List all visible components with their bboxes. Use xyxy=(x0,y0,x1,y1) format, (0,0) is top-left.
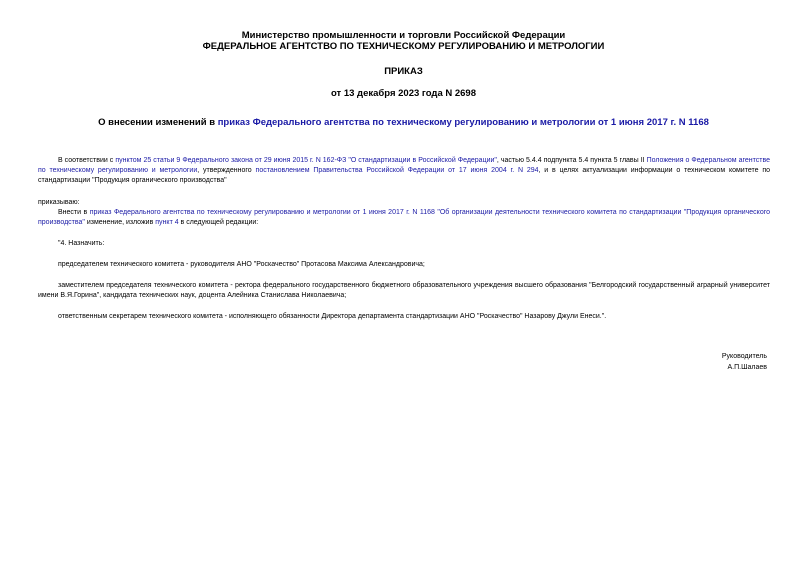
preamble-text-3: , утвержденного xyxy=(197,167,256,174)
preamble-link-law[interactable]: пунктом 25 статьи 9 Федерального закона от 29 июня 2015 г. N 162-ФЗ "О стандартизации в Российской Федерации" xyxy=(115,157,497,164)
signature-name: А.П.Шалаев xyxy=(727,363,767,371)
preamble-link-regulation[interactable]: Положения о Федеральном агентстве по техническому регулированию и метрологии xyxy=(38,157,770,174)
document-title xyxy=(0,117,807,128)
preamble-text-1: В соответствии с xyxy=(58,157,116,164)
item4-deputy: заместителем председателя технического комитета - ректора федерального государственного бюджетного образовательного учреждения высшего образования "Белгородский государственный аграрный университет имени В.Я.Горина", кандидата технических наук, доцента Алейника Станислава Николаевича; xyxy=(38,282,770,299)
title-prefix: О внесении изменений в xyxy=(98,117,218,128)
item4-heading: "4. Назначить: xyxy=(58,240,105,247)
amendment-text-2: изменение, изложив xyxy=(84,219,156,226)
preamble-paragraph xyxy=(38,156,770,186)
amendment-link-item4[interactable]: пункт 4 xyxy=(155,219,179,226)
amendment-link-order[interactable]: приказ Федерального агентства по техническому регулированию и метрологии от 1 июня 2017 г. N 1168 "Об организации деятельности технического комитета по стандартизации "Продукция органического производства" xyxy=(38,209,771,226)
preamble-link-decree[interactable]: постановлением Правительства Российской Федерации от 17 июня 2004 г. N 294 xyxy=(255,167,539,174)
item4-secretary: ответственным секретарем технического комитета - исполняющего обязанности Директора департамента стандартизации АНО "Роскачество" Назарову Джули Енеси.". xyxy=(58,313,607,320)
agency-name: ФЕДЕРАЛЬНОЕ АГЕНТСТВО ПО ТЕХНИЧЕСКОМУ РЕГУЛИРОВАНИЮ И МЕТРОЛОГИИ xyxy=(202,41,605,52)
order-word: приказываю: xyxy=(38,199,80,206)
preamble-text-2: , частью 5.4.4 подпункта 5.4 пункта 5 главы II xyxy=(496,157,647,164)
signature-position: Руководитель xyxy=(721,353,767,360)
preamble-text-4: , и в целях актуализации информации о техническом комитете по стандартизации "Продукция органического производства" xyxy=(38,167,771,184)
amendment-paragraph xyxy=(38,208,770,228)
document-type: ПРИКАЗ xyxy=(384,66,423,77)
signature-block xyxy=(722,352,767,373)
amendment-text-1: Внести в xyxy=(58,209,90,216)
amendment-text-3: в следующей редакции: xyxy=(178,219,259,226)
ministry-name: Министерство промышленности и торговли Российской Федерации xyxy=(241,30,566,41)
item4-chair: председателем технического комитета - руководителя АНО "Роскачество" Протасова Максима Александровича; xyxy=(58,261,425,268)
document-date-number: от 13 декабря 2023 года N 2698 xyxy=(330,88,476,99)
title-link[interactable]: приказ Федерального агентства по техническому регулированию и метрологии от 1 июня 2017 г. N 1168 xyxy=(217,117,709,128)
